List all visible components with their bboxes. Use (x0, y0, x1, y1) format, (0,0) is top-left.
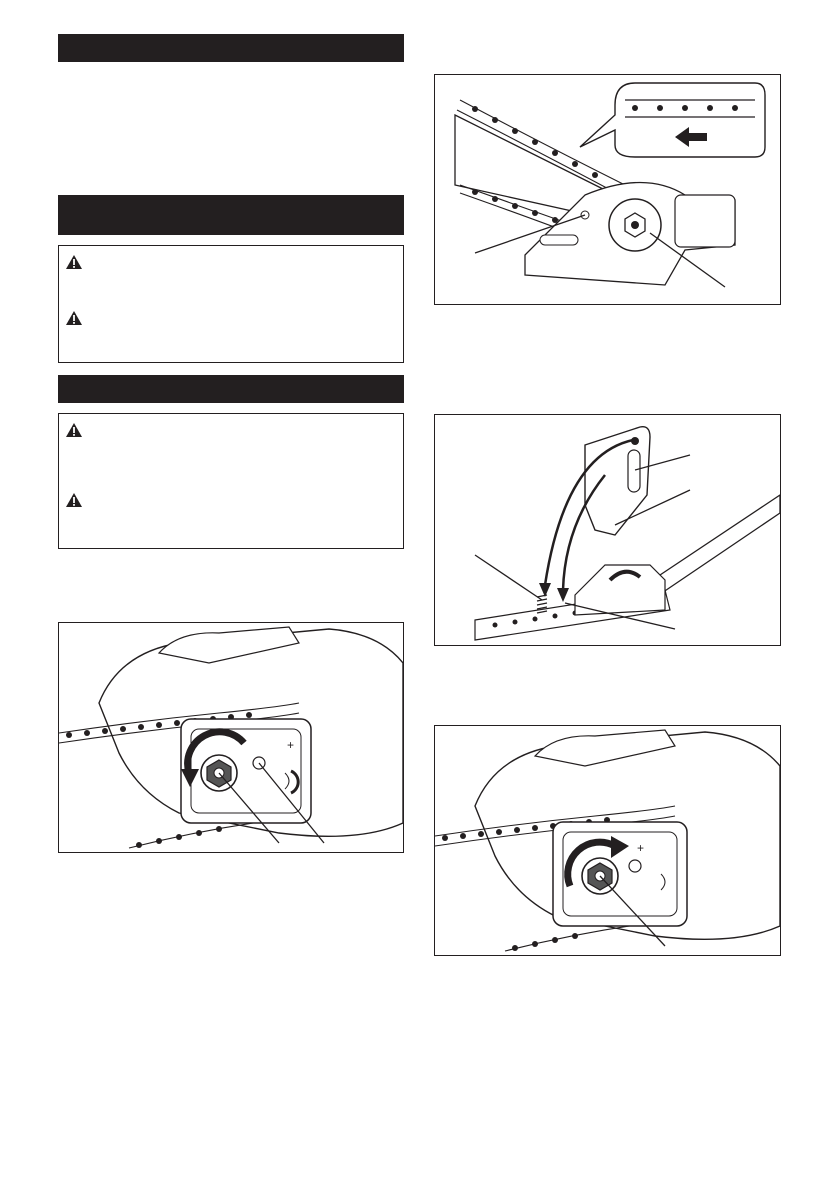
svg-text:+: + (637, 841, 645, 855)
section-header-bar-3 (58, 375, 404, 403)
figure-chain-direction (434, 74, 781, 305)
warning-box-2 (58, 413, 404, 549)
figure-loosen-nut (58, 622, 404, 853)
section-header-bar-2 (58, 195, 404, 235)
figure-tighten-nut (434, 725, 781, 956)
section-header-bar-1 (58, 34, 404, 62)
warning-box-1 (58, 245, 404, 363)
warning-triangle-icon (65, 492, 83, 508)
warning-triangle-icon (65, 422, 83, 438)
warning-triangle-icon (65, 254, 83, 270)
svg-text:+: + (287, 738, 295, 752)
warning-triangle-icon (65, 310, 83, 326)
figure-guide-plate (434, 414, 781, 646)
